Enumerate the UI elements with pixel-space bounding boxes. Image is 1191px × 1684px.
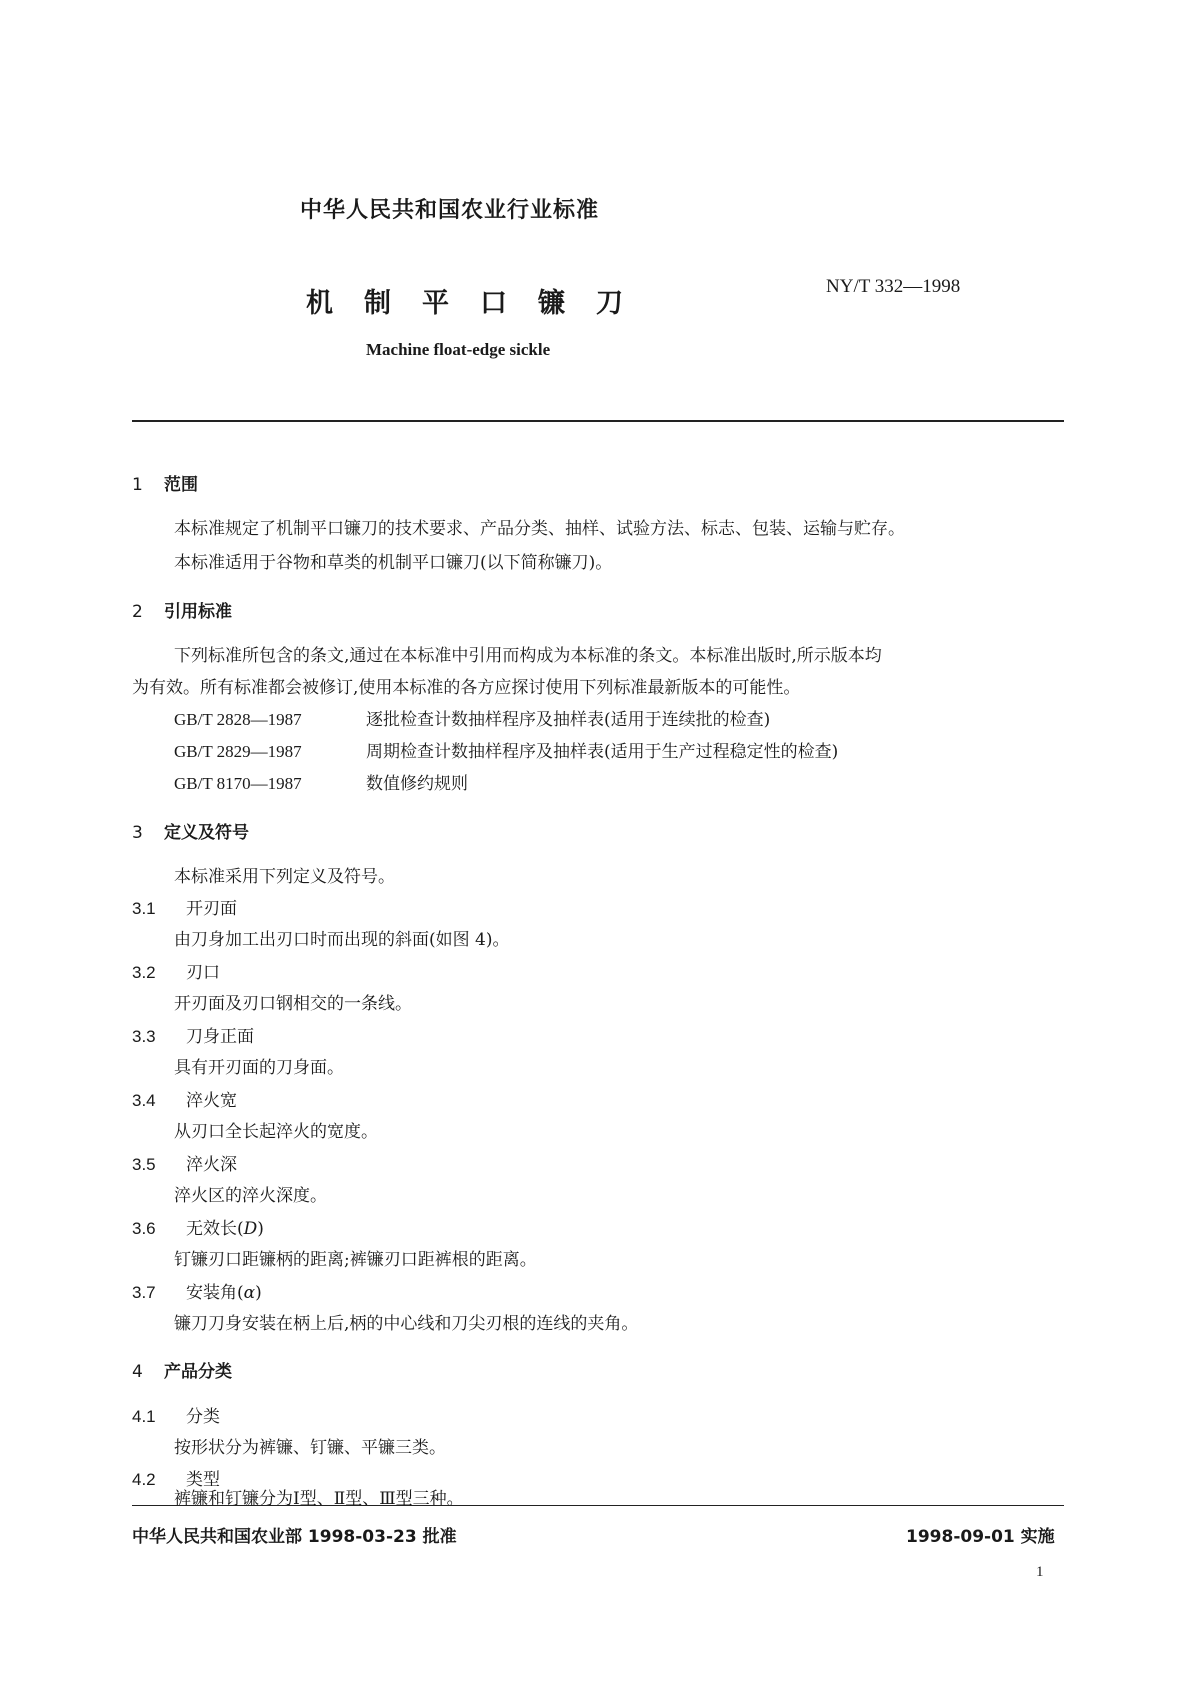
section-title: 范围 — [164, 475, 198, 495]
clause-heading — [132, 1150, 237, 1175]
clause-term: 开刃面 — [186, 899, 237, 919]
clause-symbol: D — [243, 1219, 258, 1239]
standard-number: NY/T 332—1998 — [826, 276, 961, 297]
clause-number: 3.6 — [132, 1219, 156, 1238]
section-2-paragraph-line-2: 为有效。所有标准都会被修订,使用本标准的各方应探讨使用下列标准最新版本的可能性。 — [132, 678, 801, 698]
clause-definition: 淬火区的淬火深度。 — [174, 1186, 327, 1206]
clause-term: 分类 — [186, 1407, 220, 1427]
page-number: 1 — [1036, 1564, 1044, 1580]
reference-title: 数值修约规则 — [366, 774, 468, 794]
section-1-paragraph-1: 本标准规定了机制平口镰刀的技术要求、产品分类、抽样、试验方法、标志、包装、运输与贮存。 — [174, 519, 905, 539]
clause-number: 4.1 — [132, 1407, 156, 1426]
reference-code: GB/T 2829—1987 — [174, 742, 302, 761]
header-divider — [132, 420, 1064, 422]
clause-heading — [132, 1086, 237, 1111]
clause-term: 淬火宽 — [186, 1091, 237, 1111]
document-title: 机制平口镰刀 — [306, 288, 654, 319]
section-3-intro: 本标准采用下列定义及符号。 — [174, 867, 395, 887]
section-3-heading — [132, 818, 249, 843]
clause-definition: 镰刀刀身安装在柄上后,柄的中心线和刀尖刃根的连线的夹角。 — [174, 1314, 639, 1334]
clause-heading: 3.6 无效长(D) — [132, 1219, 264, 1239]
clause-symbol: α — [243, 1283, 256, 1303]
clause-heading — [132, 1022, 254, 1047]
approval-line: 中华人民共和国农业部 1998-03-23 批准 — [132, 1527, 457, 1547]
clause-definition: 按形状分为裤镰、钉镰、平镰三类。 — [174, 1438, 446, 1458]
clause-term: 安装角 — [186, 1283, 237, 1303]
clause-heading — [132, 894, 237, 919]
section-2-paragraph-line-1: 下列标准所包含的条文,通过在本标准中引用而构成为本标准的条文。本标准出版时,所示版本均 — [174, 646, 882, 666]
section-4-heading — [132, 1357, 232, 1382]
clause-term: 刀身正面 — [186, 1027, 254, 1047]
section-title: 定义及符号 — [164, 823, 249, 843]
issuing-organization: 中华人民共和国农业行业标准 — [300, 198, 600, 223]
reference-code: GB/T 2828—1987 — [174, 710, 302, 729]
implementation-date: 1998-09-01 实施 — [906, 1527, 1055, 1547]
reference-item — [174, 769, 468, 794]
section-1-paragraph-2: 本标准适用于谷物和草类的机制平口镰刀(以下简称镰刀)。 — [174, 553, 613, 573]
clause-definition: 从刃口全长起淬火的宽度。 — [174, 1122, 378, 1142]
section-2-heading — [132, 597, 232, 622]
clause-heading — [132, 958, 220, 983]
reference-title: 逐批检查计数抽样程序及抽样表(适用于连续批的检查) — [366, 710, 771, 730]
section-number: 1 — [132, 475, 143, 495]
section-number: 2 — [132, 602, 143, 622]
clause-definition: 由刀身加工出刃口时而出现的斜面(如图 4)。 — [174, 930, 510, 950]
footer-divider — [132, 1505, 1064, 1506]
clause-term: 无效长 — [186, 1219, 237, 1239]
reference-title: 周期检查计数抽样程序及抽样表(适用于生产过程稳定性的检查) — [366, 742, 839, 762]
clause-number: 3.2 — [132, 963, 156, 982]
clause-heading: 3.7 安装角(α) — [132, 1283, 262, 1303]
reference-code: GB/T 8170—1987 — [174, 774, 302, 793]
clause-definition: 裤镰和钉镰分为Ⅰ型、Ⅱ型、Ⅲ型三种。 — [174, 1489, 464, 1509]
clause-number: 3.7 — [132, 1283, 156, 1302]
clause-number: 3.3 — [132, 1027, 156, 1046]
clause-number: 4.2 — [132, 1470, 156, 1489]
clause-heading — [132, 1402, 220, 1427]
clause-term: 淬火深 — [186, 1155, 237, 1175]
reference-item — [174, 737, 838, 762]
section-number: 4 — [132, 1362, 143, 1382]
clause-term: 类型 — [186, 1470, 220, 1490]
section-number: 3 — [132, 823, 143, 843]
clause-term: 刃口 — [186, 963, 220, 983]
section-title: 引用标准 — [164, 602, 232, 622]
clause-number: 3.4 — [132, 1091, 156, 1110]
clause-definition: 钉镰刃口距镰柄的距离;裤镰刃口距裤根的距离。 — [174, 1250, 537, 1270]
document-title-english: Machine float-edge sickle — [366, 340, 551, 359]
clause-number: 3.1 — [132, 899, 156, 918]
clause-definition: 具有开刃面的刀身面。 — [174, 1058, 344, 1078]
section-1-heading — [132, 470, 198, 495]
reference-item — [174, 705, 770, 730]
section-title: 产品分类 — [164, 1362, 232, 1382]
clause-definition: 开刃面及刃口钢相交的一条线。 — [174, 994, 412, 1014]
clause-number: 3.5 — [132, 1155, 156, 1174]
